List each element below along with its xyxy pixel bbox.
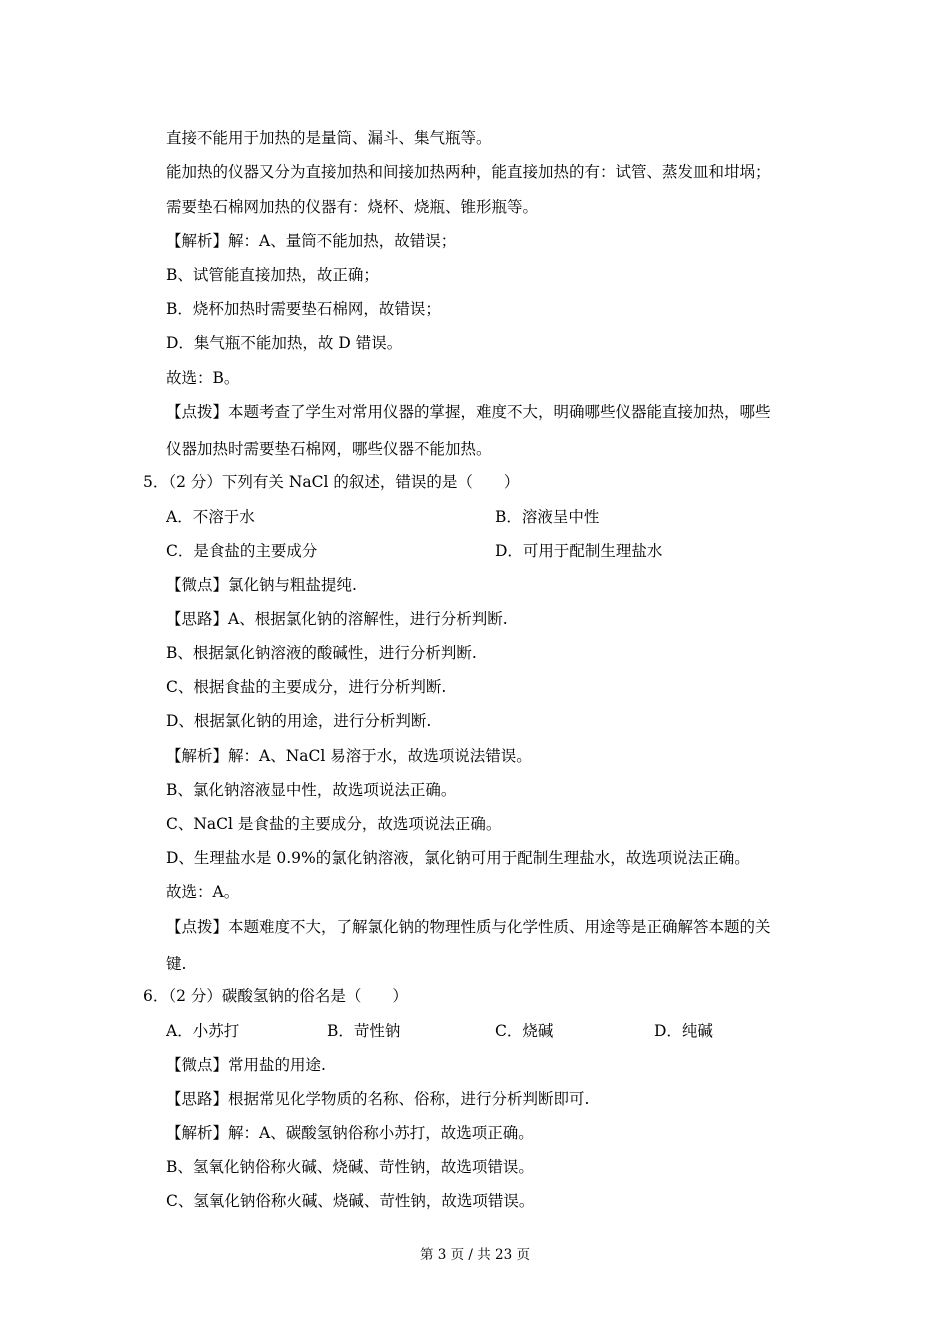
comment-line: 【点拨】本题难度不大，了解氯化钠的物理性质与化学性质、用途等是正确解答本题的关 (166, 918, 771, 936)
approach-line: 【思路】A、根据氯化钠的溶解性，进行分析判断. (166, 610, 508, 628)
analysis-line: 【解析】解：A、量筒不能加热，故错误； (166, 232, 457, 250)
knowledge-point-line: 【微点】常用盐的用途. (166, 1056, 326, 1074)
text-line: B、氢氧化钠俗称火碱、烧碱、苛性钠，故选项错误。 (166, 1158, 534, 1176)
q6-option-a: A．小苏打 (166, 1022, 240, 1040)
knowledge-point-line: 【微点】氯化钠与粗盐提纯. (166, 576, 357, 594)
approach-line: 【思路】根据常见化学物质的名称、俗称，进行分析判断即可. (166, 1090, 590, 1108)
text-line: D、生理盐水是 0.9%的氯化钠溶液，氯化钠可用于配制生理盐水，故选项说法正确。 (166, 849, 750, 867)
text-line: 仪器加热时需要垫石棉网，哪些仪器不能加热。 (166, 440, 492, 458)
text-line: C、NaCl 是食盐的主要成分，故选项说法正确。 (166, 815, 502, 833)
q5-option-c: C．是食盐的主要成分 (166, 542, 318, 560)
text-line: C、根据食盐的主要成分，进行分析判断. (166, 678, 447, 696)
text-line: 键. (166, 955, 187, 973)
text-line: B．烧杯加热时需要垫石棉网，故错误； (166, 300, 441, 318)
page-footer: 第 3 页 / 共 23 页 (419, 1247, 531, 1263)
text-line: D．集气瓶不能加热，故 D 错误。 (166, 334, 403, 352)
text-line: D、根据氯化钠的用途，进行分析判断. (166, 712, 432, 730)
analysis-line: 【解析】解：A、NaCl 易溶于水，故选项说法错误。 (166, 747, 532, 765)
text-line: B、根据氯化钠溶液的酸碱性，进行分析判断. (166, 644, 477, 662)
text-line: 需要垫石棉网加热的仪器有：烧杯、烧瓶、锥形瓶等。 (166, 198, 539, 216)
q5-option-a: A．不溶于水 (166, 508, 255, 526)
answer-line: 故选：B。 (166, 369, 240, 387)
text-line: B、氯化钠溶液显中性，故选项说法正确。 (166, 781, 457, 799)
text-line: C、氢氧化钠俗称火碱、烧碱、苛性钠，故选项错误。 (166, 1192, 535, 1210)
question-5-stem: 5．（2 分）下列有关 NaCl 的叙述，错误的是（ ） (143, 473, 520, 491)
q6-option-c: C．烧碱 (495, 1022, 554, 1040)
text-line: 能加热的仪器又分为直接加热和间接加热两种，能直接加热的有：试管、蒸发皿和坩埚； (166, 163, 771, 181)
q6-option-d: D．纯碱 (654, 1022, 713, 1040)
text-line: 直接不能用于加热的是量筒、漏斗、集气瓶等。 (166, 129, 492, 147)
answer-line: 故选：A。 (166, 883, 240, 901)
comment-line: 【点拨】本题考查了学生对常用仪器的掌握，难度不大，明确哪些仪器能直接加热，哪些 (166, 403, 771, 421)
question-6-stem: 6．（2 分）碳酸氢钠的俗名是（ ） (143, 987, 408, 1005)
q6-option-b: B．苛性钠 (327, 1022, 401, 1040)
analysis-line: 【解析】解：A、碳酸氢钠俗称小苏打，故选项正确。 (166, 1124, 534, 1142)
q5-option-d: D．可用于配制生理盐水 (495, 542, 663, 560)
q5-option-b: B．溶液呈中性 (495, 508, 600, 526)
text-line: B、试管能直接加热，故正确； (166, 266, 379, 284)
